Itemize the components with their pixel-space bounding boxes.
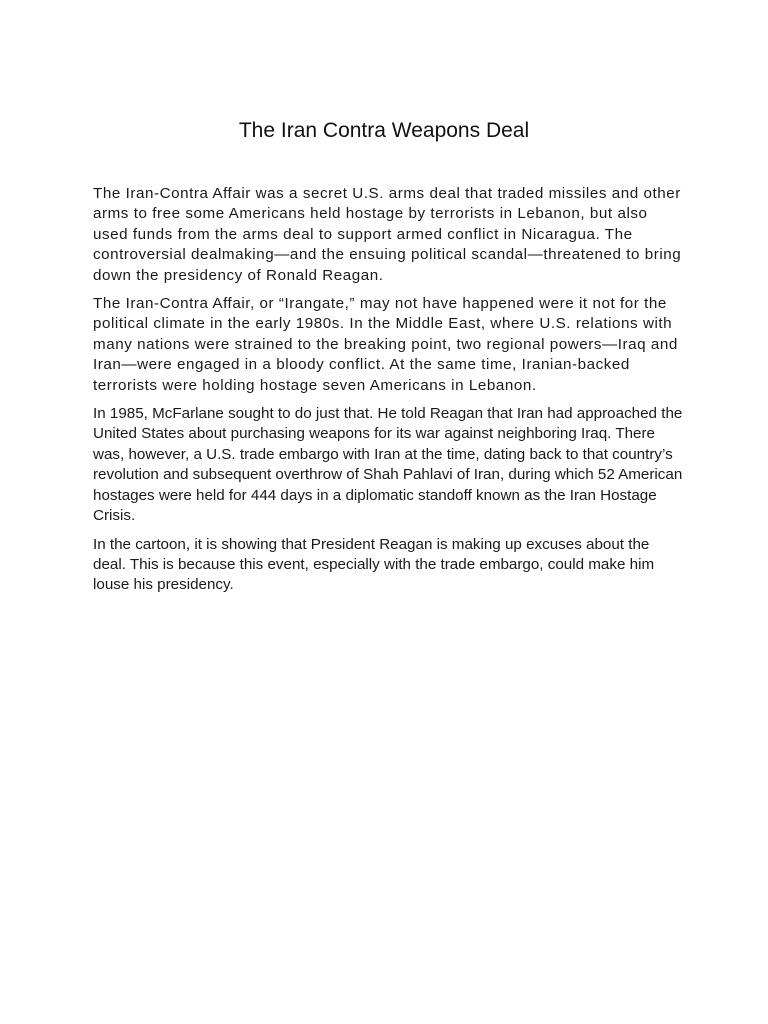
document-title: The Iran Contra Weapons Deal: [238, 119, 530, 142]
paragraph-3: In 1985, McFarlane sought to do just that. He told Reagan that Iran had approached the United States about purchasing weapons for its war against neighboring Iraq. There was, however, a U.S. trade embargo with Iran at the time, dating back to that country’s revolution and subsequent overthrow of Shah Pahlavi of Iran, during which 52 American hostages were held for 444 days in a diplomatic standoff known as the Iran Hostage Crisis.: [93, 405, 683, 525]
paragraph-2: The Iran-Contra Affair, or “Irangate,” may not have happened were it not for the political climate in the early 1980s. In the Middle East, where U.S. relations with many nations were strained to the breaking point, two regional powers—Iraq and Iran—were engaged in a bloody conflict. At the same time, Iranian-backed terrorists were holding hostage seven Americans in Lebanon.: [93, 295, 678, 394]
paragraph-4: In the cartoon, it is showing that President Reagan is making up excuses about the deal. This is because this event, especially with the trade embargo, could make him louse his presidency.: [93, 535, 655, 594]
document-body: [93, 184, 683, 604]
paragraph-1: The Iran-Contra Affair was a secret U.S. arms deal that traded missiles and other arms to free some Americans held hostage by terrorists in Lebanon, but also used funds from the arms deal to support armed conflict in Nicaragua. The controversial dealmaking—and the ensuing political scandal—threatened to bring down the presidency of Ronald Reagan.: [93, 185, 682, 284]
